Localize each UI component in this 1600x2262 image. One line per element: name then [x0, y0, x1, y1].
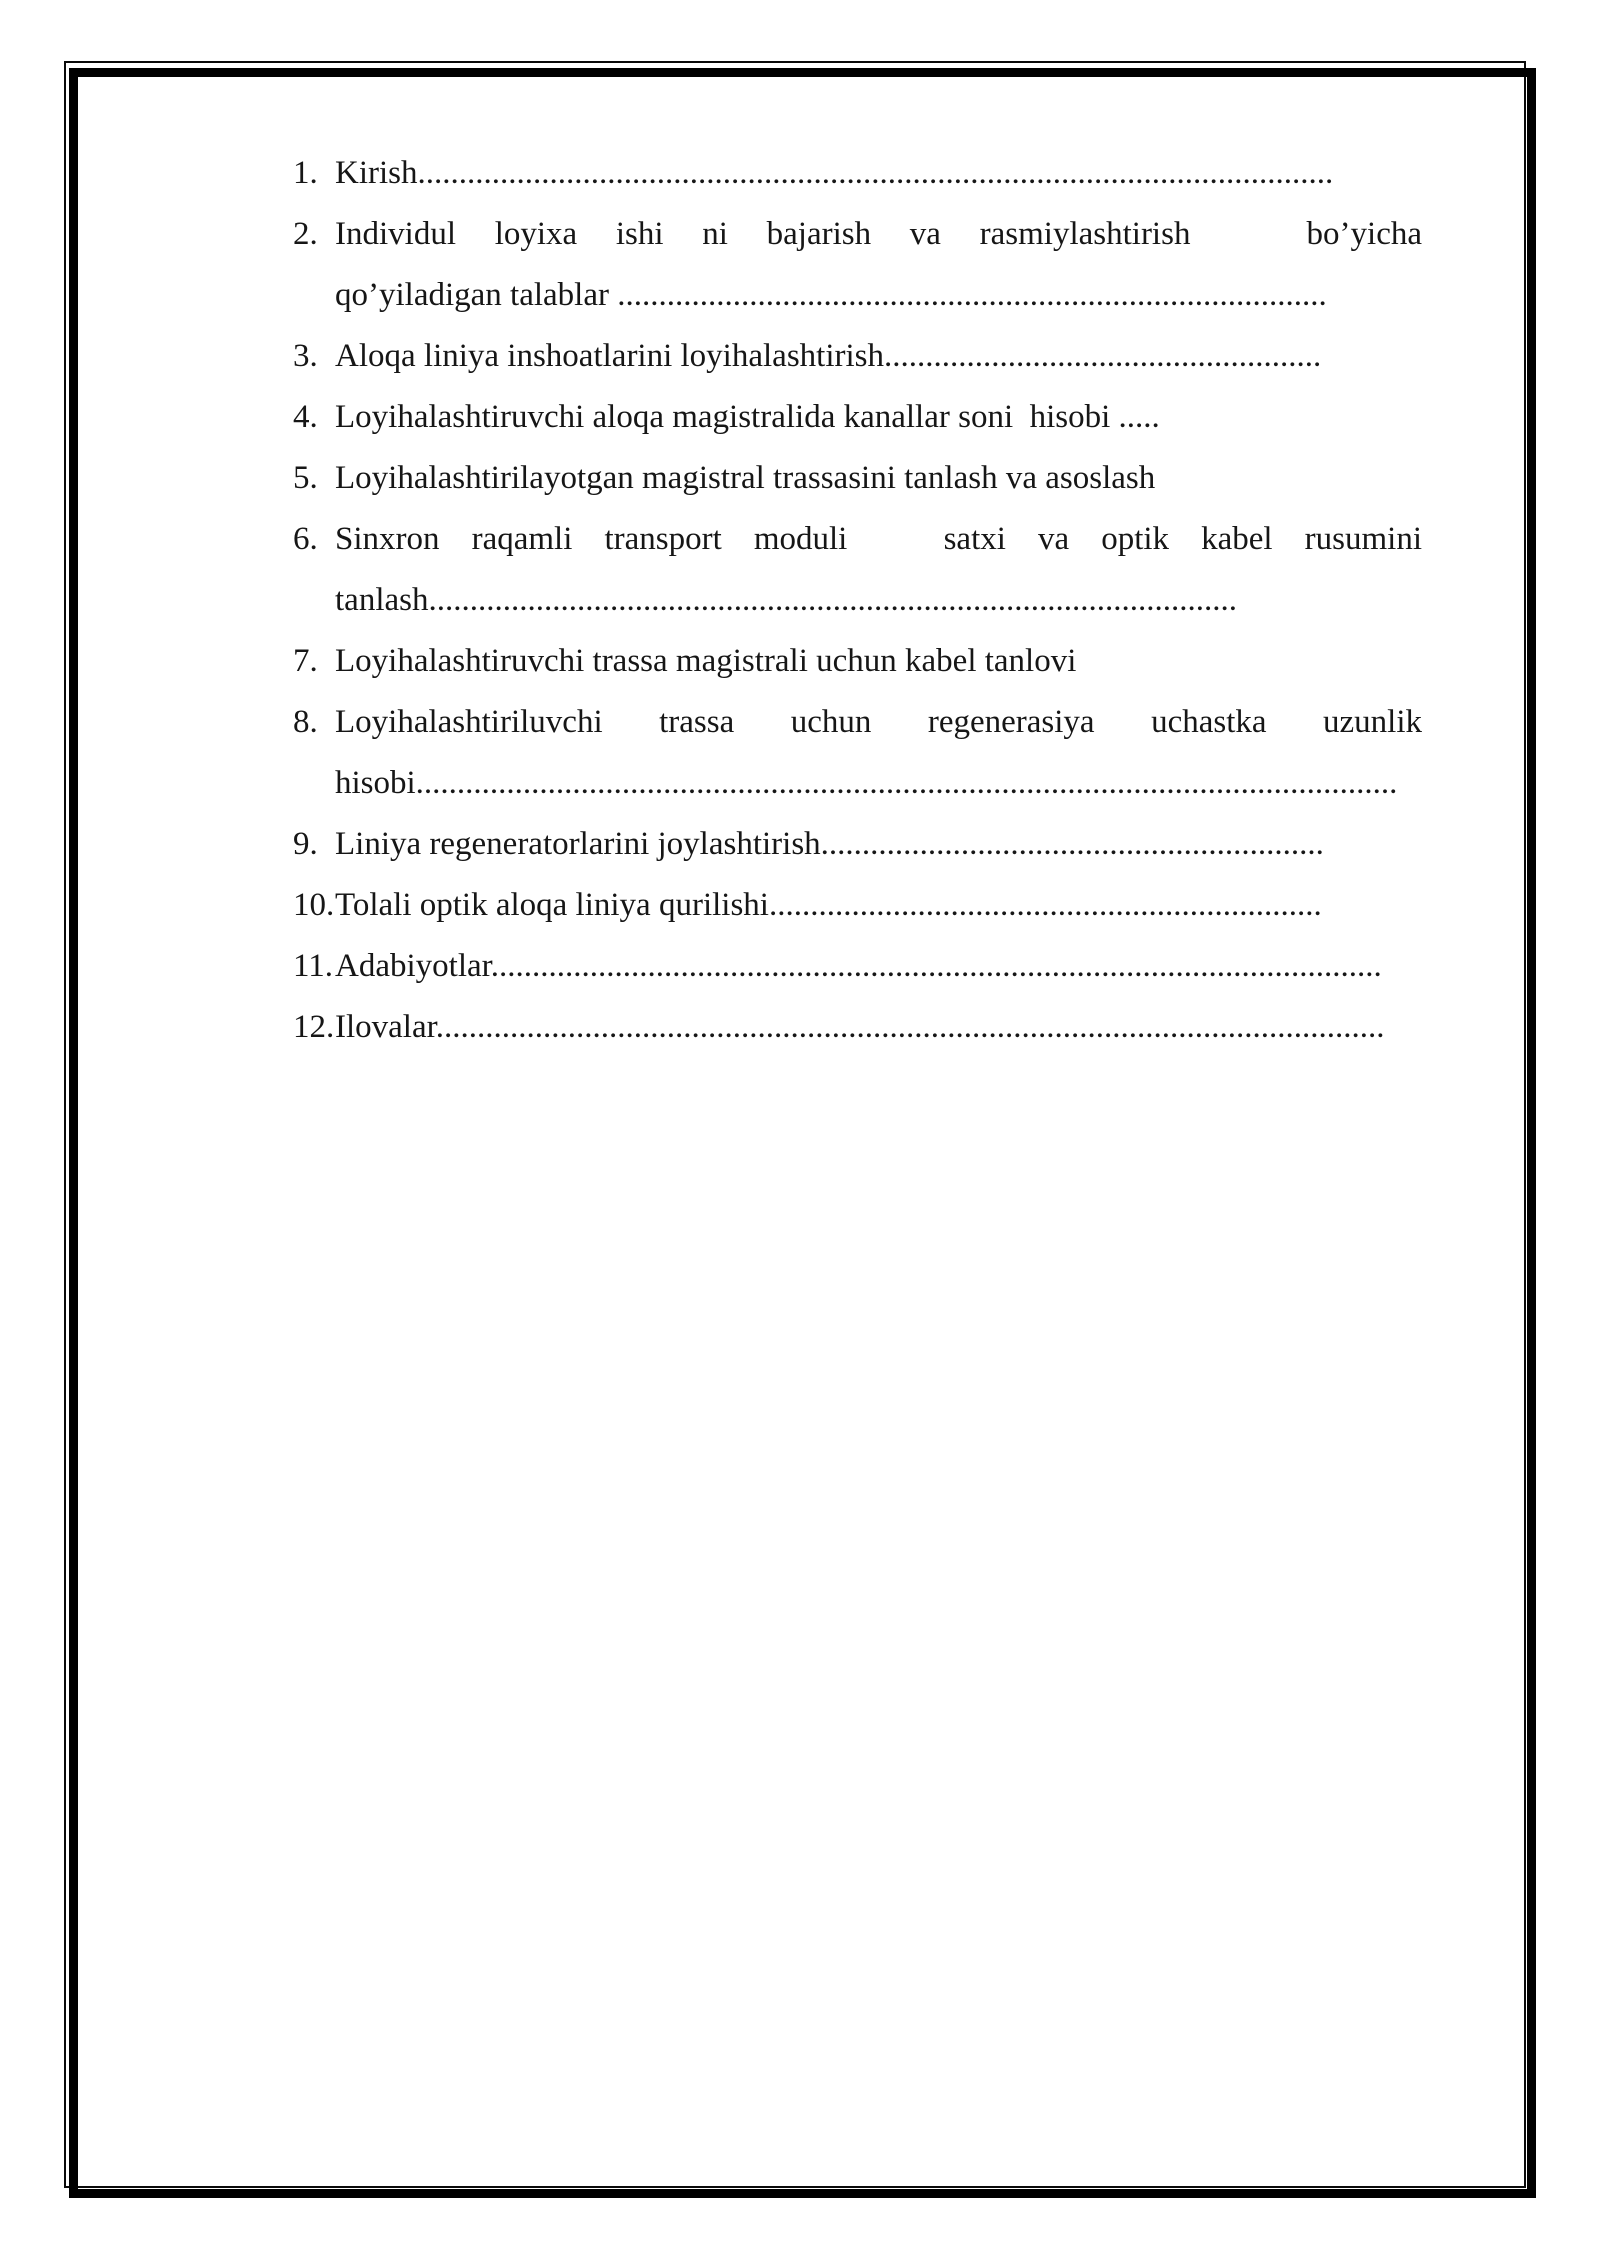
toc-item-number: 8. [293, 704, 318, 740]
toc-item-text: Individul loyixa ishi ni bajarish va rasmiylashtirish bo’yicha [335, 216, 1422, 252]
toc-item [293, 631, 1422, 692]
toc-item [293, 448, 1422, 509]
toc-line [293, 204, 1422, 265]
toc-item-number: 10. [293, 887, 335, 923]
toc-line [293, 814, 1422, 875]
toc-line-continuation [293, 753, 1422, 814]
toc-item-number: 4. [293, 399, 318, 435]
toc-item [293, 936, 1422, 997]
toc-item-number: 6. [293, 521, 318, 557]
toc-item-text: Ilovalar................................................................................................................... [335, 1009, 1385, 1045]
toc-item [293, 387, 1422, 448]
toc-item-number: 2. [293, 216, 318, 252]
toc-item-text: Sinxron raqamli transport moduli satxi va optik kabel rusumini [335, 521, 1422, 557]
toc-item [293, 509, 1422, 631]
toc-line [293, 326, 1422, 387]
toc-line [293, 997, 1422, 1058]
toc-item [293, 692, 1422, 814]
toc-item-number: 3. [293, 338, 318, 374]
toc-item-number: 1. [293, 155, 318, 191]
toc-item-text: tanlash.................................................................................................. [335, 582, 1237, 618]
toc-item [293, 326, 1422, 387]
toc-item-number: 9. [293, 826, 318, 862]
toc-item-text: Loyihalashtiruvchi aloqa magistralida kanallar soni hisobi ..... [335, 399, 1160, 435]
toc-line [293, 509, 1422, 570]
toc-line [293, 936, 1422, 997]
toc-line [293, 875, 1422, 936]
toc-line [293, 143, 1422, 204]
toc-item [293, 875, 1422, 936]
toc-item [293, 997, 1422, 1058]
table-of-contents [293, 143, 1422, 1058]
toc-line [293, 631, 1422, 692]
toc-item-text: Aloqa liniya inshoatlarini loyihalashtirish..................................................... [335, 338, 1322, 374]
toc-item-text: Loyihalashtiriluvchi trassa uchun regenerasiya uchastka uzunlik [335, 704, 1422, 740]
toc-item-text: Loyihalashtiruvchi trassa magistrali uchun kabel tanlovi [335, 643, 1077, 679]
toc-line-continuation [293, 265, 1422, 326]
toc-item [293, 814, 1422, 875]
toc-line-continuation [293, 570, 1422, 631]
toc-item-text: Loyihalashtirilayotgan magistral trassasini tanlash va asoslash [335, 460, 1156, 496]
toc-item-text: qo’yiladigan talablar ...................................................................................... [335, 277, 1327, 313]
toc-item-number: 11. [293, 948, 334, 984]
toc-line [293, 387, 1422, 448]
toc-item-text: hisobi....................................................................................................................... [335, 765, 1398, 801]
toc-item-text: Liniya regeneratorlarini joylashtirish............................................................. [335, 826, 1324, 862]
toc-item-number: 12. [293, 1009, 335, 1045]
toc-item-number: 5. [293, 460, 318, 496]
toc-line [293, 692, 1422, 753]
toc-line [293, 448, 1422, 509]
toc-item-number: 7. [293, 643, 318, 679]
toc-item-text: Tolali optik aloqa liniya qurilishi................................................................... [335, 887, 1322, 923]
toc-item [293, 204, 1422, 326]
toc-item-text: Kirish............................................................................................................... [335, 155, 1334, 191]
toc-item [293, 143, 1422, 204]
toc-item-text: Adabiyotlar............................................................................................................ [335, 948, 1382, 984]
